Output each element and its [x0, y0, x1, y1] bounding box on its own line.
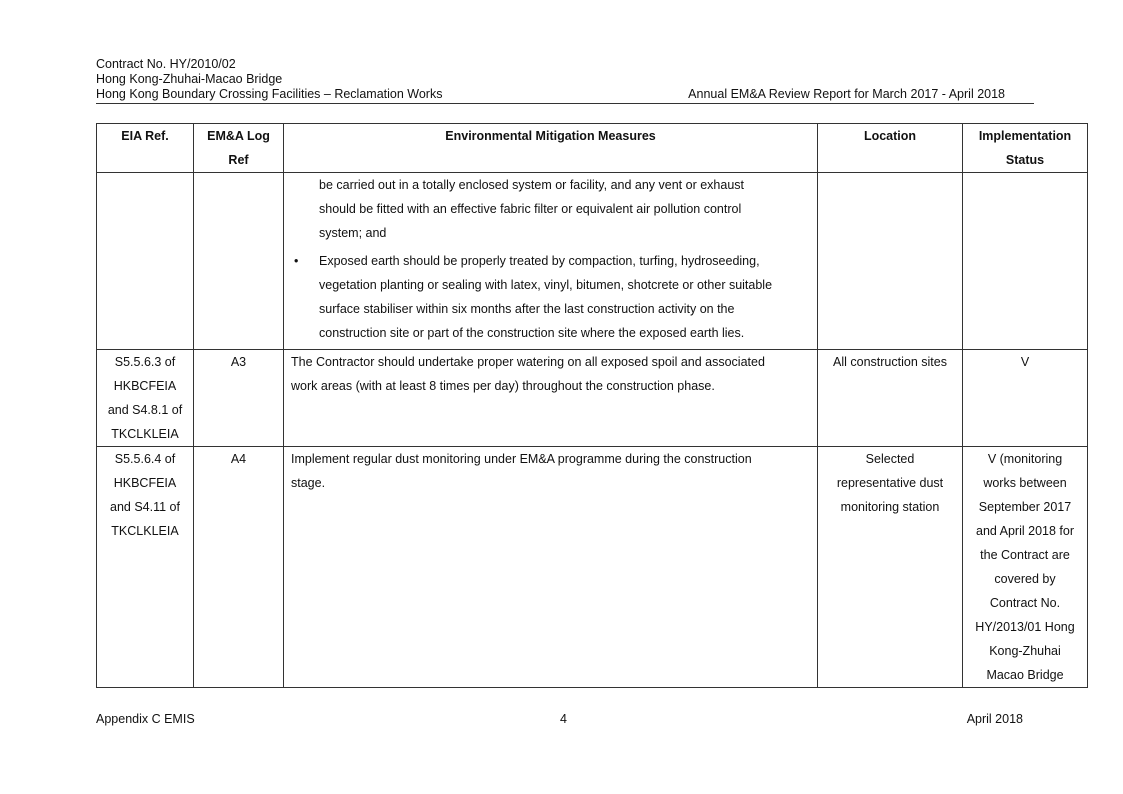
report-title: Annual EM&A Review Report for March 2017 - April 2018 [688, 87, 1005, 101]
col-header-eia: EIA Ref. [97, 124, 194, 173]
eia-cell: S5.5.6.3 of HKBCFEIA and S4.8.1 of TKCLKLEIA [97, 350, 194, 447]
bullet-icon: • [294, 254, 299, 268]
footer-appendix: Appendix C EMIS [96, 712, 195, 726]
status-cell: V (monitoring works between September 2017 and April 2018 for the Contract are covered by Contract No. HY/2013/01 Hong Kong-Zhuhai Macao Bridge [963, 447, 1088, 688]
col-header-location: Location [818, 124, 963, 173]
measure-cell: Implement regular dust monitoring under EM&A programme during the construction stage. [284, 447, 818, 688]
page-number: 4 [560, 712, 567, 726]
location-cell: All construction sites [818, 350, 963, 447]
measure-cell: be carried out in a totally enclosed system or facility, and any vent or exhaust should be fitted with an effective fabric filter or equivalent air pollution control system; and • Exposed earth should be properly treated by compaction, turfing, hydroseeding, vegetation planting or sealing with latex, vinyl, bitumen, shotcrete or other suitable surface stabiliser within six months after the last construction activity on the construction site or part of the construction site where the exposed earth lies. [284, 173, 818, 350]
status-cell: V [963, 350, 1088, 447]
eia-cell: S5.5.6.4 of HKBCFEIA and S4.11 of TKCLKLEIA [97, 447, 194, 688]
table-header-row [97, 124, 1088, 173]
page-header [96, 57, 1034, 102]
project-name: Hong Kong-Zhuhai-Macao Bridge [96, 72, 283, 86]
log-cell [194, 173, 284, 350]
measure-cell: The Contractor should undertake proper watering on all exposed spoil and associated work areas (with at least 8 times per day) throughout the construction phase. [284, 350, 818, 447]
location-cell: Selected representative dust monitoring station [818, 447, 963, 688]
col-header-log: EM&A Log Ref [194, 124, 284, 173]
works-name: Hong Kong Boundary Crossing Facilities – Reclamation Works [96, 87, 443, 101]
table-row [97, 350, 1088, 447]
location-cell [818, 173, 963, 350]
log-cell: A3 [194, 350, 284, 447]
table-row [97, 173, 1088, 350]
bullet-item: • Exposed earth should be properly treated by compaction, turfing, hydroseeding, vegetation planting or sealing with latex, vinyl, bitumen, shotcrete or other suitable surface stabiliser within six months after the last construction activity on the construction site or part of the construction site where the exposed earth lies. [291, 249, 811, 345]
col-header-measures: Environmental Mitigation Measures [284, 124, 818, 173]
header-divider [96, 103, 1034, 104]
eia-cell [97, 173, 194, 350]
status-cell [963, 173, 1088, 350]
log-cell: A4 [194, 447, 284, 688]
footer-date: April 2018 [966, 712, 1023, 726]
col-header-status: Implementation Status [963, 124, 1088, 173]
table-row [97, 447, 1088, 688]
contract-number: Contract No. HY/2010/02 [96, 57, 236, 71]
emis-table [96, 123, 1088, 688]
